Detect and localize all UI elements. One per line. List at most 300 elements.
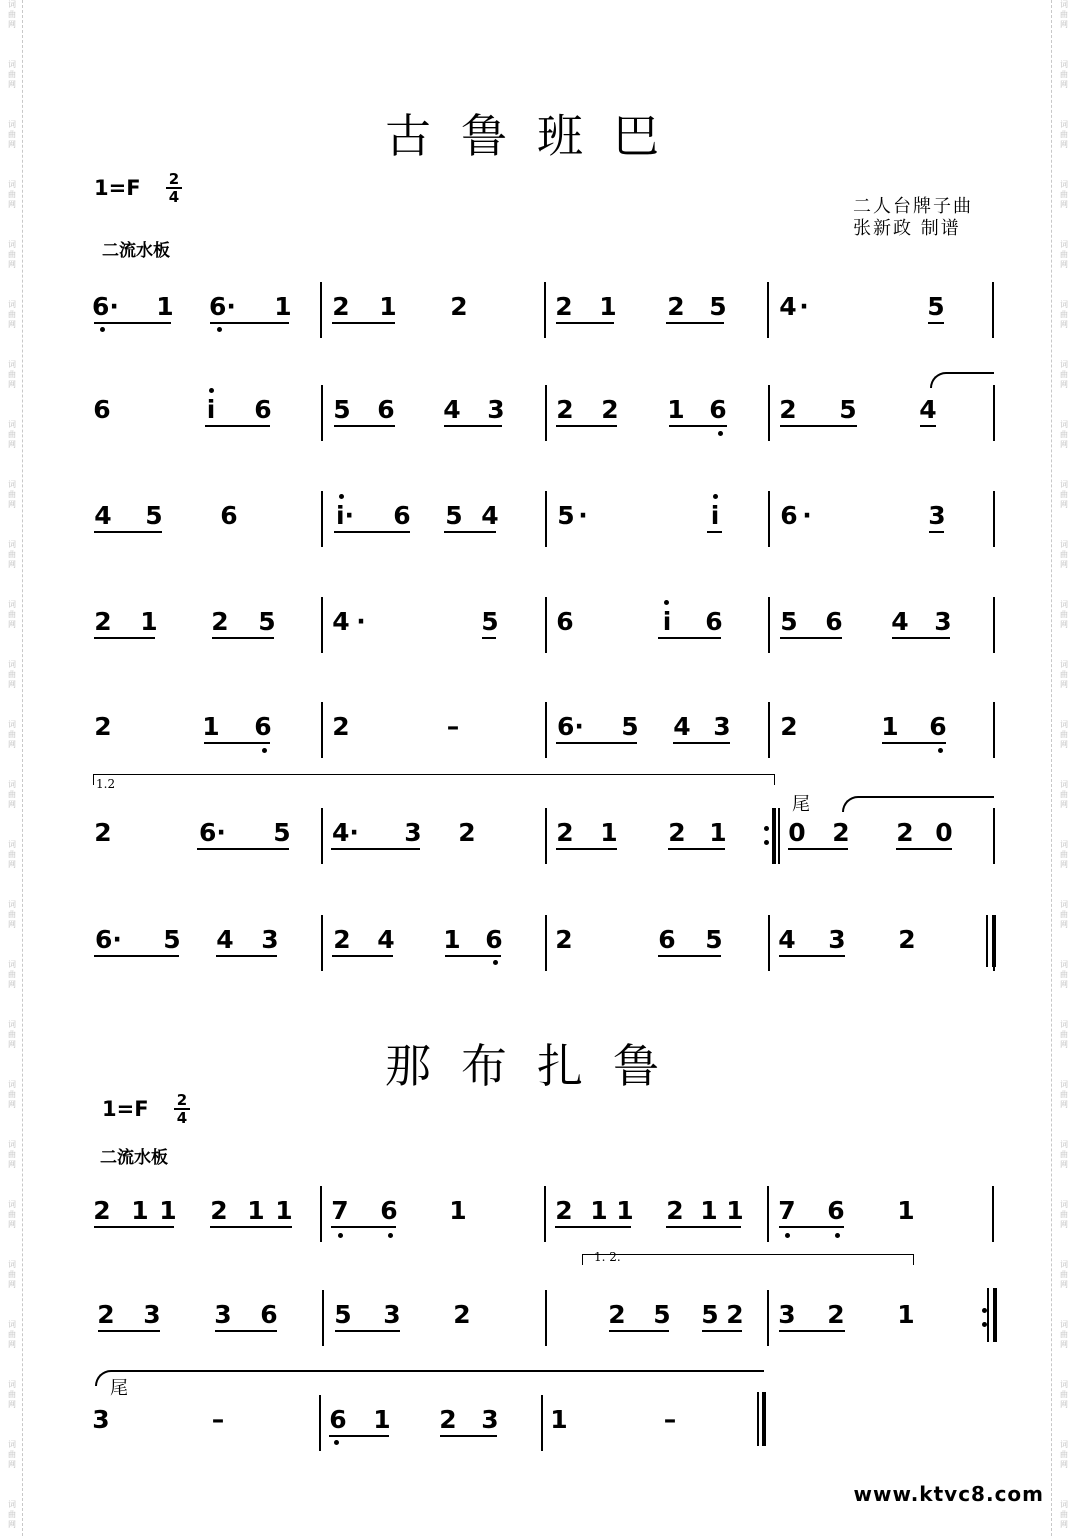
note: 1 [550,1405,568,1434]
note: 2 [439,1405,457,1434]
note: 2 [667,292,685,321]
note: 1 [897,1300,915,1329]
beam-underline [444,531,496,533]
note: 1 [156,292,174,321]
octave-dot [388,1233,393,1238]
note: 1 [709,818,727,847]
note: 2 [94,712,112,741]
side-watermark-glyph: 网 [1060,920,1068,929]
side-watermark-glyph: 曲 [8,1510,16,1519]
note: 1 [616,1196,634,1225]
side-watermark-glyph: 曲 [1060,1270,1068,1279]
barline [767,282,769,338]
side-watermark-glyph: 网 [1060,1400,1068,1409]
side-watermark-glyph: 曲 [1060,1390,1068,1399]
side-watermark-glyph: 词 [8,1020,16,1029]
note: 3 [214,1300,232,1329]
beam-underline [609,1330,669,1332]
side-watermark-glyph: 词 [8,1440,16,1449]
side-watermark-glyph: 词 [8,180,16,189]
note: 1 [449,1196,467,1225]
barline [768,702,770,758]
side-watermark-glyph: 曲 [8,310,16,319]
side-watermark-glyph: 词 [1060,960,1068,969]
beam-underline [556,322,614,324]
side-watermark-glyph: 网 [1060,20,1068,29]
coda-mark-1: 尾 [792,794,810,815]
note: 2 [453,1300,471,1329]
note: 0 [935,818,953,847]
side-watermark-glyph: 词 [8,1260,16,1269]
note: 3 [934,607,952,636]
octave-dot [713,494,718,499]
octave-dot [493,960,498,965]
note: 2 [556,818,574,847]
barline [768,491,770,547]
barline [321,597,323,653]
piece2-time-denominator: 4 [176,1109,188,1127]
note: 1 [275,1196,293,1225]
side-watermark-glyph: 网 [1060,1340,1068,1349]
repeat-dot [982,1308,987,1313]
side-watermark-glyph: 曲 [1060,310,1068,319]
note: 6 [705,607,723,636]
side-watermark-glyph: 曲 [8,1330,16,1339]
piece1-time-denominator: 4 [168,188,180,206]
octave-dot [664,600,669,605]
note: 2 [827,1300,845,1329]
side-watermark-glyph: 网 [1060,1160,1068,1169]
side-watermark-glyph: 网 [8,500,16,509]
beam-underline [335,1330,400,1332]
beam-underline [274,848,289,850]
side-watermark-glyph: 网 [1060,1100,1068,1109]
side-watermark-glyph: 曲 [1060,1510,1068,1519]
note: 6 [93,395,111,424]
beam-underline [779,1330,845,1332]
side-watermark-glyph: 网 [1060,200,1068,209]
side-watermark-glyph: 词 [8,1200,16,1209]
side-watermark-glyph: 网 [1060,800,1068,809]
right-margin-strip [1051,0,1074,1536]
side-watermark-glyph: 曲 [8,1210,16,1219]
note: 6 [393,501,411,530]
note: 1 [443,925,461,954]
barline [992,282,994,338]
note: 2 [779,395,797,424]
note: 2 [93,1196,111,1225]
beam-underline [780,425,857,427]
side-watermark-glyph: 曲 [1060,1030,1068,1039]
side-watermark-glyph: 网 [8,980,16,989]
note: 7 [778,1196,796,1225]
note: 1 [667,395,685,424]
side-watermark-glyph: 词 [8,120,16,129]
beam-underline [668,848,725,850]
beam-underline [882,742,946,744]
note: 5 [445,501,463,530]
note: 3 [92,1405,110,1434]
note: 2 [333,925,351,954]
side-watermark-glyph: 曲 [1060,970,1068,979]
beam-underline [334,425,395,427]
note: 3 [404,818,422,847]
note: 1 [700,1196,718,1225]
side-watermark-glyph: 词 [1060,180,1068,189]
note: 4 [481,501,499,530]
side-watermark-glyph: 网 [1060,740,1068,749]
note: 4 [443,395,461,424]
final-barline [993,1288,997,1342]
note: 3 [383,1300,401,1329]
side-watermark-glyph: 网 [1060,380,1068,389]
beam-underline [444,425,502,427]
side-watermark-glyph: 网 [1060,260,1068,269]
note: 2 [896,818,914,847]
note: 3 [487,395,505,424]
note: 3 [481,1405,499,1434]
side-watermark-glyph: 词 [8,420,16,429]
note: 6 [380,1196,398,1225]
side-watermark-glyph: 曲 [8,1150,16,1159]
barline [320,1186,322,1242]
note: 2 [94,818,112,847]
side-watermark-glyph: 词 [1060,1080,1068,1089]
note: 2 [211,607,229,636]
note: 6 [556,607,574,636]
side-watermark-glyph: 词 [1060,120,1068,129]
side-watermark-glyph: 曲 [8,190,16,199]
note: 2 [832,818,850,847]
octave-dot [785,1233,790,1238]
side-watermark-glyph: 曲 [1060,850,1068,859]
left-margin-strip [0,0,23,1536]
note: 4 [779,292,797,321]
note: 1 [247,1196,265,1225]
side-watermark-glyph: 网 [1060,1220,1068,1229]
note: 2 [608,1300,626,1329]
beam-underline [779,1226,844,1228]
side-watermark-glyph: 网 [8,380,16,389]
side-watermark-glyph: 曲 [8,370,16,379]
final-barline [757,1392,759,1446]
beam-underline [669,425,727,427]
beam-underline [666,322,724,324]
side-watermark-glyph: 网 [1060,1280,1068,1289]
note: – [446,712,460,741]
side-watermark-glyph: 曲 [8,970,16,979]
side-watermark-glyph: 词 [8,600,16,609]
note: 1 [373,1405,391,1434]
note: – [211,1405,225,1434]
note: 5 [927,292,945,321]
note: 3 [928,501,946,530]
note: 3 [261,925,279,954]
side-watermark-glyph: 网 [1060,500,1068,509]
side-watermark-glyph: 网 [8,80,16,89]
barline [545,702,547,758]
note: 4 [216,925,234,954]
side-watermark-glyph: 网 [8,560,16,569]
note: 6 [825,607,843,636]
note: 6 [827,1196,845,1225]
piece1-arranger: 张新政 制谱 [853,218,961,239]
piece2-title: 那布扎鲁 [385,1039,689,1093]
piece2-key: 1=F [102,1097,149,1121]
beam-underline [210,322,289,324]
octave-dot [338,1233,343,1238]
beam-underline [700,1226,741,1228]
volta-bracket-2 [582,1254,914,1265]
final-barline [987,1288,989,1342]
piece1-key: 1=F [94,176,141,200]
barline [321,385,323,441]
barline [545,385,547,441]
side-watermark-glyph: 词 [8,60,16,69]
side-watermark-glyph: 网 [1060,620,1068,629]
beam-underline [94,322,171,324]
octave-dot [339,494,344,499]
beam-underline [94,531,162,533]
side-watermark-glyph: 词 [1060,420,1068,429]
note: 5 [705,925,723,954]
side-watermark-glyph: 词 [1060,0,1068,9]
octave-dot [334,1440,339,1445]
beam-underline [556,848,617,850]
piece1-source: 二人台牌子曲 [853,196,973,217]
side-watermark-glyph: 词 [1060,780,1068,789]
note: 5 [258,607,276,636]
note: 1 [590,1196,608,1225]
side-watermark-glyph: 词 [1060,1320,1068,1329]
side-watermark-glyph: 网 [8,320,16,329]
note: 1 [379,292,397,321]
note: i· [335,501,355,530]
side-watermark-glyph: 词 [1060,1380,1068,1389]
beam-underline [788,848,848,850]
note: 6· [557,712,584,741]
side-watermark-glyph: 网 [8,260,16,269]
side-watermark-glyph: 词 [8,1500,16,1509]
side-watermark-glyph: 词 [1060,1200,1068,1209]
note: 2 [555,1196,573,1225]
side-watermark-glyph: 词 [1060,240,1068,249]
beam-underline [673,742,730,744]
side-watermark-glyph: 曲 [8,70,16,79]
side-watermark-glyph: 网 [8,1160,16,1169]
side-watermark-glyph: 词 [1060,600,1068,609]
note: i [206,395,216,424]
side-watermark-glyph: 词 [1060,1140,1068,1149]
beam-underline [329,1435,389,1437]
note: 6 [709,395,727,424]
note: 6· [92,292,119,321]
side-watermark-glyph: 词 [1060,1020,1068,1029]
side-watermark-glyph: 网 [8,1400,16,1409]
note: 6· [209,292,236,321]
side-watermark-glyph: 词 [8,360,16,369]
note: 4 [778,925,796,954]
beam-underline [896,848,952,850]
note: 1 [202,712,220,741]
barline [545,491,547,547]
volta-bracket-1 [93,774,775,785]
beam-underline [395,531,410,533]
side-watermark-glyph: 曲 [8,130,16,139]
note: 3 [143,1300,161,1329]
note: 2 [898,925,916,954]
side-watermark-glyph: 词 [8,660,16,669]
note: 6 [329,1405,347,1434]
barline [992,1186,994,1242]
note: 5 [333,395,351,424]
barline [993,808,995,864]
side-watermark-glyph: 词 [8,0,16,9]
beam-underline [94,637,155,639]
note: 2 [97,1300,115,1329]
beam-underline [779,955,845,957]
side-watermark-glyph: 曲 [8,1090,16,1099]
note: 2 [458,818,476,847]
beam-underline [204,742,270,744]
side-watermark-glyph: 词 [1060,1440,1068,1449]
note: 7 [331,1196,349,1225]
side-watermark-glyph: 词 [8,1320,16,1329]
note: 6 [780,501,798,530]
barline [768,385,770,441]
side-watermark-glyph: 网 [8,1340,16,1349]
beam-underline [658,637,721,639]
beam-underline [623,742,637,744]
note: · [802,501,812,530]
note: 3 [828,925,846,954]
side-watermark-glyph: 曲 [1060,1090,1068,1099]
octave-dot [938,748,943,753]
note: 1 [140,607,158,636]
beam-underline [920,425,936,427]
octave-dot [835,1233,840,1238]
side-watermark-glyph: 网 [1060,1520,1068,1529]
note: 6 [220,501,238,530]
note: 6 [260,1300,278,1329]
beam-underline [98,1330,160,1332]
repeat-barline [772,808,776,864]
side-watermark-glyph: 词 [8,1140,16,1149]
note: 5 [621,712,639,741]
piece1-time-signature [166,172,182,204]
side-watermark-glyph: 曲 [1060,130,1068,139]
note: 2 [601,395,619,424]
side-watermark-glyph: 网 [1060,140,1068,149]
side-watermark-glyph: 曲 [8,10,16,19]
beam-underline [658,955,721,957]
piece2-time-signature [174,1093,190,1125]
note: 5 [557,501,575,530]
side-watermark-glyph: 词 [1060,540,1068,549]
slur [842,796,994,812]
barline [545,1290,547,1346]
piece1-tempo: 二流水板 [102,241,170,261]
side-watermark-glyph: 词 [1060,660,1068,669]
note: 6· [95,925,122,954]
side-watermark-glyph: 网 [8,1460,16,1469]
barline [545,915,547,971]
side-watermark-glyph: 曲 [1060,190,1068,199]
side-watermark-glyph: 曲 [1060,1450,1068,1459]
beam-underline [590,1226,631,1228]
side-watermark-glyph: 曲 [8,610,16,619]
note: 2 [555,292,573,321]
octave-dot [217,327,222,332]
side-watermark-glyph: 网 [8,620,16,629]
note: 5 [839,395,857,424]
side-watermark-glyph: 网 [8,1100,16,1109]
barline [767,1186,769,1242]
beam-underline [131,1226,174,1228]
note: 5 [709,292,727,321]
piece1-title: 古鲁班巴 [385,109,689,163]
note: – [663,1405,677,1434]
note: 6 [929,712,947,741]
repeat-barline [778,808,780,864]
side-watermark-glyph: 词 [8,960,16,969]
beam-underline [929,531,944,533]
side-watermark-glyph: 曲 [1060,670,1068,679]
side-watermark-glyph: 曲 [8,910,16,919]
side-watermark-glyph: 网 [1060,1040,1068,1049]
note: 4 [891,607,909,636]
note: 0 [788,818,806,847]
side-watermark-glyph: 曲 [8,1030,16,1039]
final-barline [986,915,988,967]
side-watermark-glyph: 曲 [8,1450,16,1459]
side-watermark-glyph: 词 [8,900,16,909]
side-watermark-glyph: 曲 [8,490,16,499]
octave-dot [209,388,214,393]
slur [95,1370,764,1386]
side-watermark-glyph: 曲 [1060,370,1068,379]
note: 2 [450,292,468,321]
note: 4 [94,501,112,530]
beam-underline [331,1226,396,1228]
note: 5 [163,925,181,954]
note: 6 [658,925,676,954]
side-watermark-glyph: 词 [1060,720,1068,729]
note: 2 [210,1196,228,1225]
barline [321,702,323,758]
note: i [710,501,720,530]
side-watermark-glyph: 曲 [8,790,16,799]
volta-label-1: 1.2 [96,777,116,791]
side-watermark-glyph: 网 [8,1220,16,1229]
barline [993,702,995,758]
octave-dot [262,748,267,753]
side-watermark-glyph: 词 [8,780,16,789]
barline [993,491,995,547]
side-watermark-glyph: 网 [1060,680,1068,689]
repeat-dot [764,826,769,831]
barline [544,282,546,338]
barline [545,808,547,864]
final-barline [992,915,996,967]
barline [993,385,995,441]
side-watermark-glyph: 网 [1060,320,1068,329]
piece2-tempo: 二流水板 [100,1148,168,1168]
piece2-time-numerator: 2 [176,1091,188,1109]
beam-underline [164,955,179,957]
repeat-dot [982,1322,987,1327]
note: 2 [332,292,350,321]
